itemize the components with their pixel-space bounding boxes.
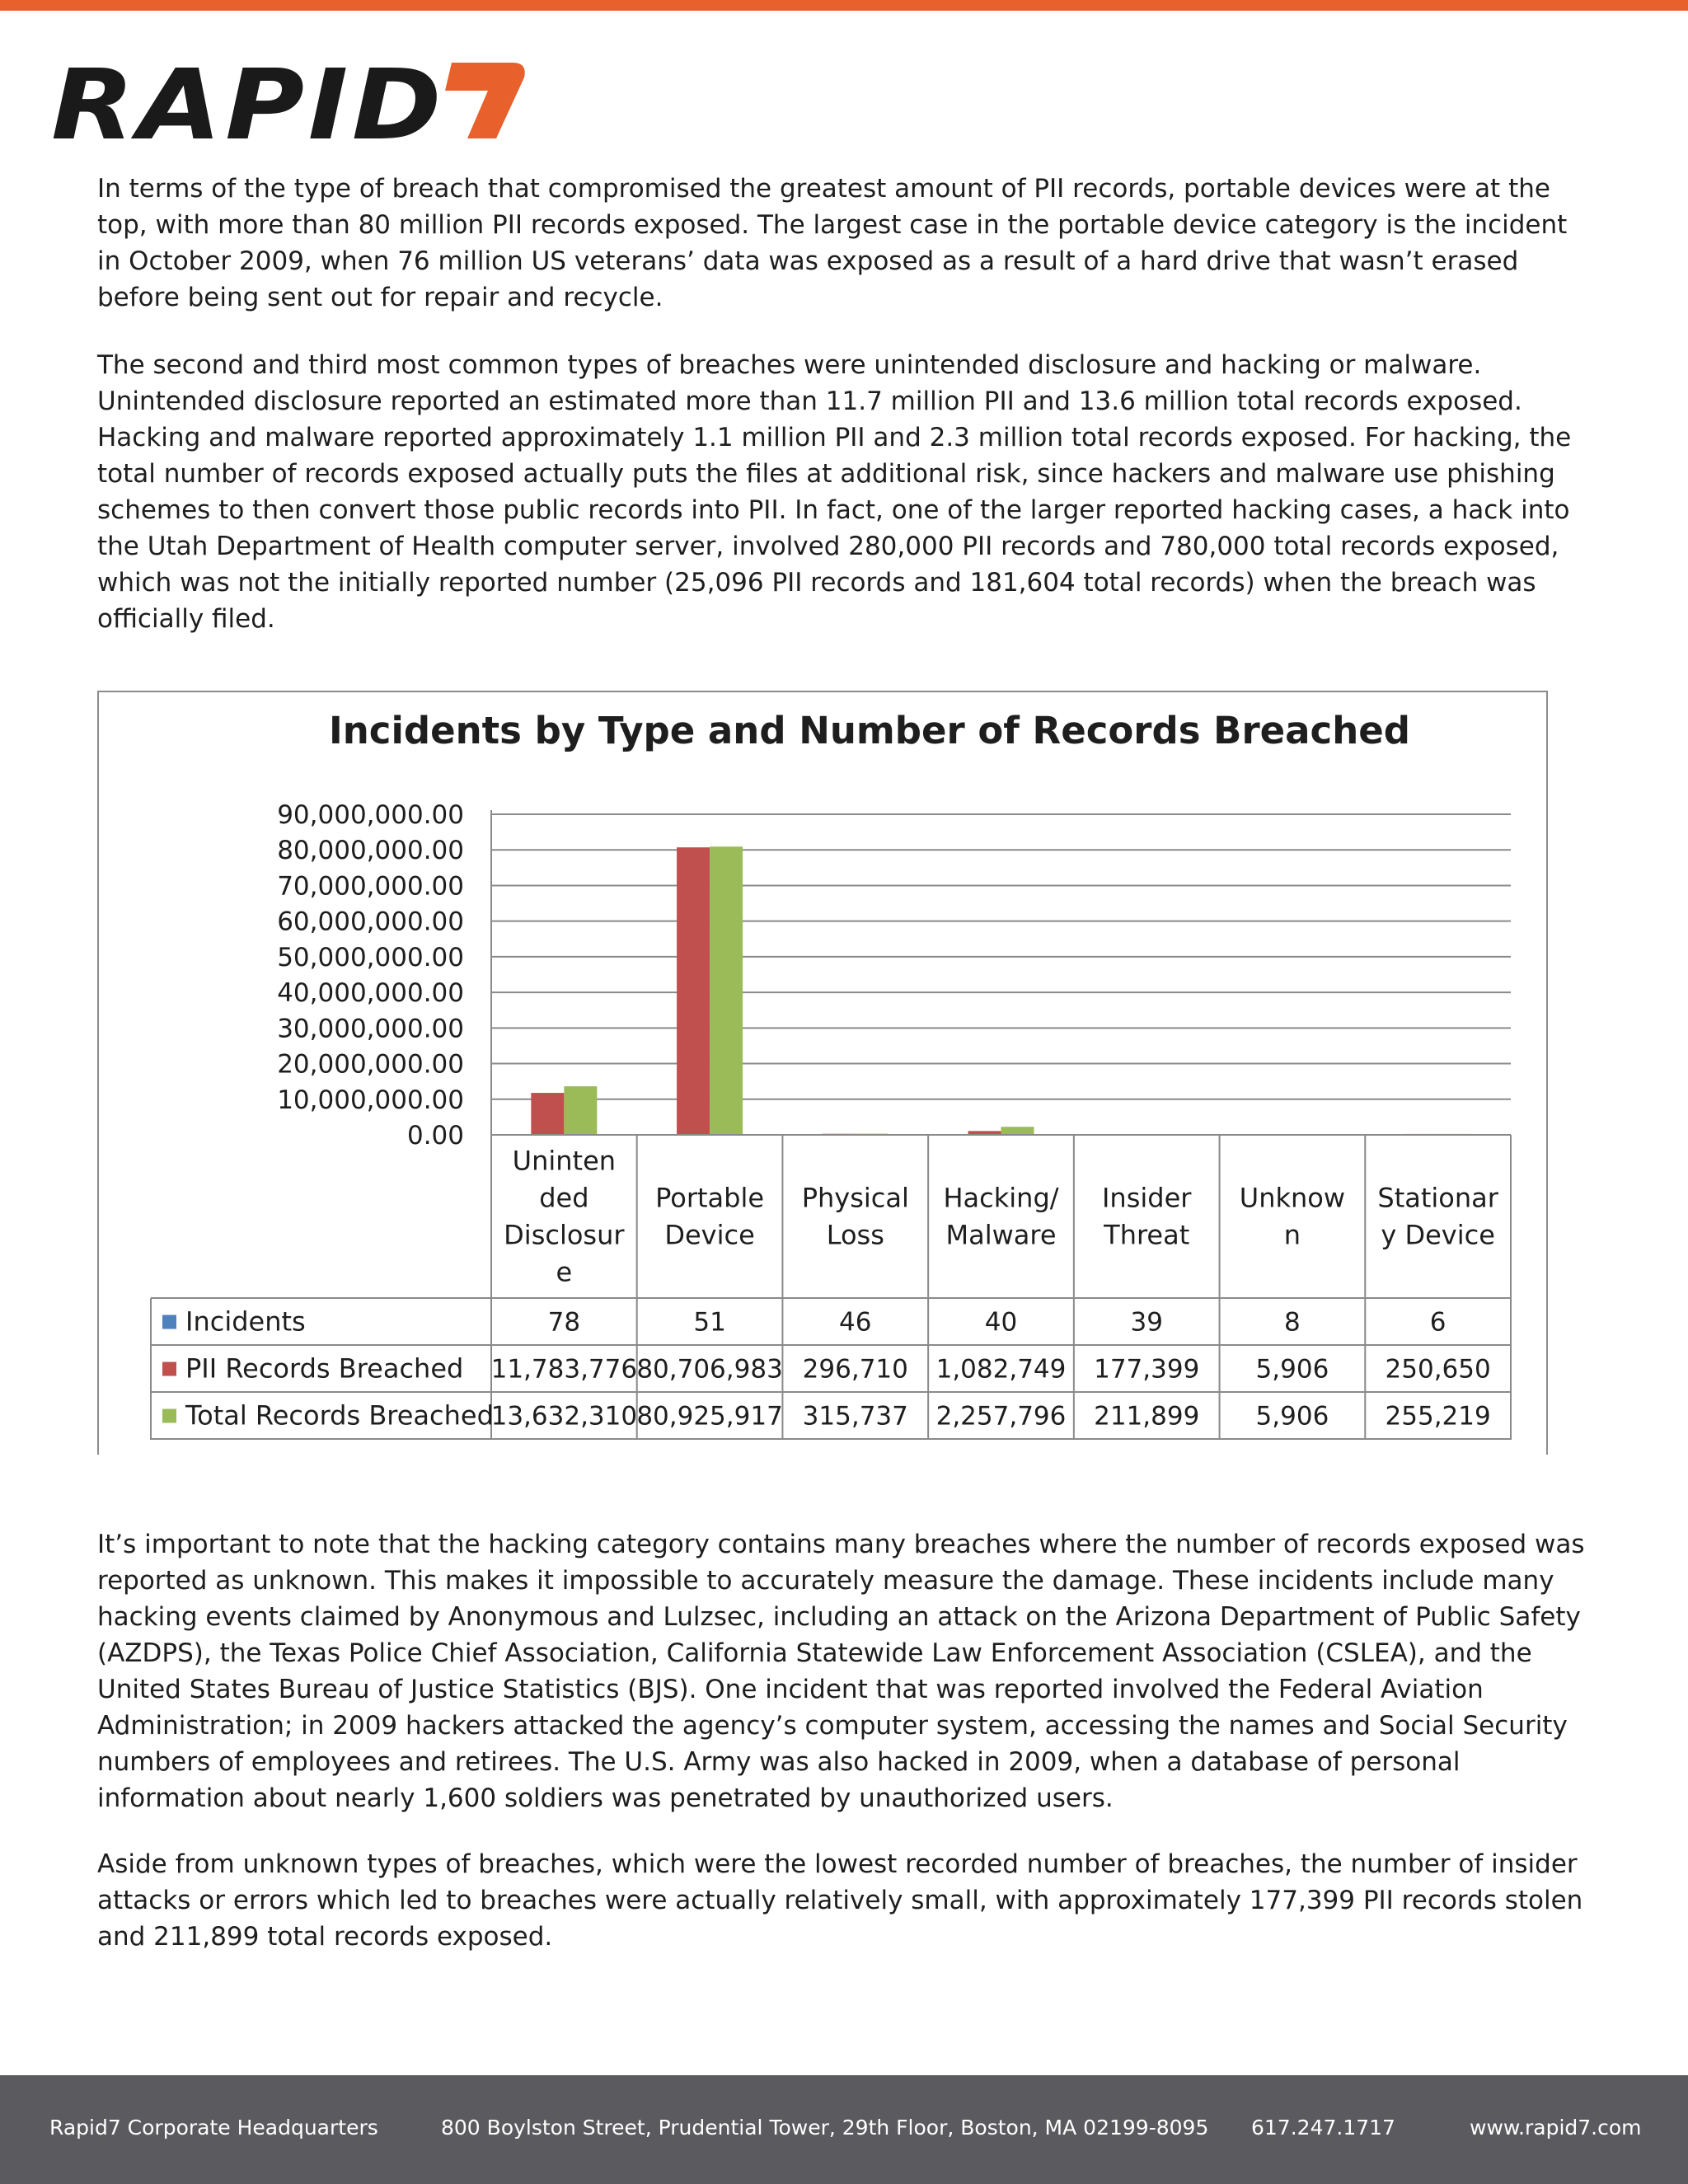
category-label: Device <box>664 1219 755 1251</box>
data-label: 13,632,310 <box>490 1401 638 1432</box>
data-label: 296,710 <box>802 1354 908 1385</box>
y-tick-label: 20,000,000.00 <box>277 1049 464 1080</box>
rapid7-logo <box>51 51 529 150</box>
category-label: Portable <box>655 1182 765 1214</box>
category-label: y Device <box>1381 1219 1495 1251</box>
category-label: ded <box>539 1182 589 1214</box>
category-label: Hacking/ <box>943 1182 1059 1214</box>
y-tick-label: 10,000,000.00 <box>277 1085 464 1115</box>
data-label: 80,706,983 <box>636 1354 783 1385</box>
category-label: Disclosur <box>504 1219 625 1251</box>
data-label: 315,737 <box>802 1401 908 1432</box>
data-label: 1,082,749 <box>935 1354 1067 1385</box>
footer-hq: Rapid7 Corporate Headquarters <box>49 2116 378 2139</box>
data-label: 255,219 <box>1385 1401 1491 1432</box>
legend-key-pii-records-breached <box>162 1362 176 1376</box>
svg-text:RAPID: RAPID <box>51 51 445 150</box>
category-label: Uninten <box>512 1145 617 1177</box>
paragraph-insider-attacks: Aside from unknown types of breaches, which were the lowest recorded number of breaches, the number of insider attacks or errors which led to breaches were actually relatively small, with approximately 177,399 PII records stolen and 211,899 total records exposed. <box>97 1849 1583 1952</box>
category-label: Insider <box>1101 1182 1192 1214</box>
y-tick-label: 80,000,000.00 <box>277 836 464 866</box>
category-label: Stationar <box>1377 1182 1498 1214</box>
y-tick-label: 90,000,000.00 <box>277 800 464 830</box>
top-accent-bar <box>0 0 1688 11</box>
y-tick-label: 60,000,000.00 <box>277 907 464 937</box>
data-label: 80,925,917 <box>636 1401 783 1432</box>
legend-key-total-records-breached <box>162 1409 176 1423</box>
category-label: Threat <box>1104 1219 1190 1251</box>
data-label: 8 <box>1284 1307 1301 1338</box>
data-label: 51 <box>693 1307 726 1338</box>
category-label: Loss <box>826 1219 884 1251</box>
category-label: n <box>1283 1219 1301 1251</box>
series-name: PII Records Breached <box>185 1352 464 1385</box>
bar-chart <box>99 692 1546 1455</box>
footer-website[interactable]: www.rapid7.com <box>1470 2116 1642 2139</box>
y-tick-label: 30,000,000.00 <box>277 1014 464 1044</box>
category-label: Physical <box>801 1182 909 1214</box>
data-label: 250,650 <box>1385 1354 1491 1385</box>
series-name: Total Records Breached <box>185 1399 494 1432</box>
data-label: 6 <box>1429 1307 1447 1338</box>
bar-total-records-breached <box>1001 1127 1034 1135</box>
data-label: 39 <box>1130 1307 1163 1338</box>
data-label: 5,906 <box>1255 1401 1329 1432</box>
y-tick-label: 0.00 <box>406 1121 464 1151</box>
paragraph-hacking-unknown: It’s important to note that the hacking category contains many breaches where the number of records exposed was reported as unknown. This makes it impossible to accurately measure the damage. These incidents include many hacking events claimed by Anonymous and Lulzsec, including an attack on the Arizona Department of Public Safety (AZDPS), the Texas Police Chief Association, California Statewide Law Enforcement Association (CSLEA), and the United States Bureau of Justice Statistics (BJS). One incident that was reported involved the Federal Aviation Administration; in 2009 hackers attacked the agency’s computer system, accessing the names and Social Security numbers of employees and retirees. The U.S. Army was also hacked in 2009, when a database of personal information about nearly 1,600 soldiers was penetrated by unauthorized users. <box>97 1530 1585 1813</box>
data-label: 46 <box>839 1307 872 1338</box>
y-tick-label: 40,000,000.00 <box>277 978 464 1009</box>
y-tick-label: 70,000,000.00 <box>277 871 464 902</box>
category-label: Unknow <box>1239 1182 1346 1214</box>
bar-total-records-breached <box>564 1086 597 1135</box>
category-label: e <box>556 1256 573 1288</box>
paragraph-portable-devices: In terms of the type of breach that compromised the greatest amount of PII records, portable devices were at the top, with more than 80 million PII records exposed. The largest case in the portable device category is the incident in October 2009, when 76 million US veterans’ data was exposed as a result of a hard drive that wasn’t erased before being sent out for repair and recycle. <box>97 174 1568 312</box>
data-label: 5,906 <box>1255 1354 1329 1385</box>
data-label: 211,899 <box>1094 1401 1200 1432</box>
data-label: 78 <box>547 1307 581 1338</box>
chart-container <box>97 691 1548 1455</box>
legend-key-incidents <box>162 1315 176 1329</box>
bar-total-records-breached <box>710 846 743 1135</box>
footer-address: 800 Boylston Street, Prudential Tower, 29th Floor, Boston, MA 02199-8095 <box>441 2116 1209 2139</box>
page-footer <box>0 2075 1688 2184</box>
data-label: 2,257,796 <box>935 1401 1067 1432</box>
bar-pii-records-breached <box>531 1093 564 1135</box>
data-label: 40 <box>984 1307 1018 1338</box>
data-label: 11,783,776 <box>490 1354 638 1385</box>
bar-pii-records-breached <box>677 847 710 1135</box>
category-label: Malware <box>945 1219 1057 1251</box>
series-name: Incidents <box>185 1305 306 1338</box>
paragraph-breach-types: The second and third most common types of breaches were unintended disclosure and hacking or malware. Unintended disclosure reported an estimated more than 11.7 million PII and 13.6 million total records exposed. Hacking and malware reported approximately 1.1 million PII and 2.3 million total records exposed. For hacking, the total number of records exposed actually puts the files at additional risk, since hackers and malware use phishing schemes to then convert those public records into PII. In fact, one of the larger reported hacking cases, a hack into the Utah Department of Health computer server, involved 280,000 PII records and 780,000 total records exposed, which was not the initially reported number (25,096 PII records and 181,604 total records) when the breach was officially filed. <box>97 350 1572 634</box>
footer-phone: 617.247.1717 <box>1251 2116 1395 2139</box>
data-label: 177,399 <box>1094 1354 1200 1385</box>
chart-title: Incidents by Type and Number of Records Breached <box>329 709 1410 752</box>
y-tick-label: 50,000,000.00 <box>277 942 464 972</box>
